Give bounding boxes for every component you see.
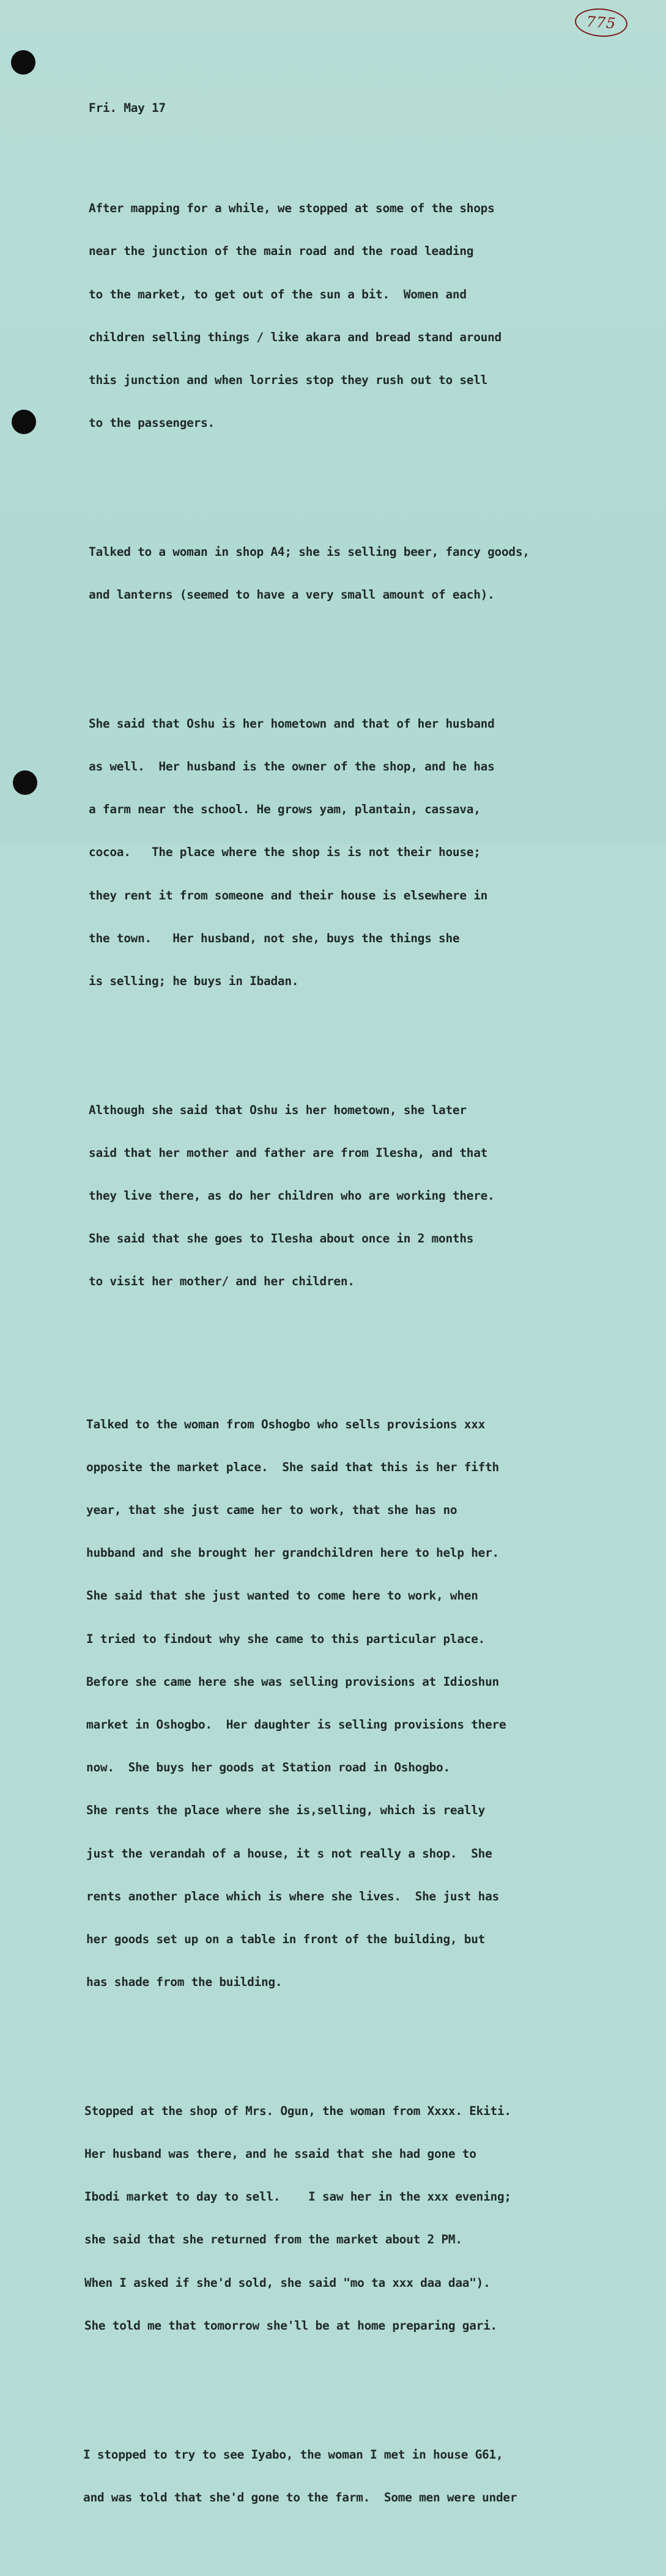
- text-line: and was told that she'd gone to the farm. Some men were under: [83, 2490, 517, 2504]
- page-number: 775: [574, 7, 629, 39]
- text-line: this junction and when lorries stop they rush out to sell: [89, 373, 488, 388]
- text-line: rents another place which is where she lives. She just has: [86, 1889, 499, 1903]
- paragraph-shop-a4: [89, 516, 651, 630]
- text-line: Talked to a woman in shop A4; she is selling beer, fancy goods,: [89, 544, 530, 559]
- text-line: She said that Oshu is her hometown and that of her husband: [89, 716, 495, 731]
- text-line: hubband and she brought her grandchildren here to help her.: [86, 1546, 499, 1560]
- text-line: opposite the market place. She said that this is her fifth: [86, 1460, 499, 1474]
- text-line: She told me that tomorrow she'll be at home preparing gari.: [84, 2318, 497, 2333]
- document-body: [83, 72, 651, 2576]
- paragraph-mrs-ogun: [84, 2075, 651, 2361]
- text-line: a farm near the school. He grows yam, plantain, cassava,: [89, 802, 481, 817]
- entry-date: Fri. May 17: [89, 100, 166, 115]
- text-line: After mapping for a while, we stopped at some of the shops: [89, 201, 495, 216]
- paragraph-iyabo: [83, 2419, 651, 2533]
- text-line: Before she came here she was selling provisions at Idioshun: [86, 1674, 499, 1689]
- text-line: cocoa. The place where the shop is is not their house;: [89, 845, 481, 860]
- text-line: I tried to findout why she came to this particular place.: [86, 1631, 486, 1646]
- text-line: When I asked if she'd sold, she said "mo ta xxx daa daa").: [84, 2275, 490, 2290]
- text-line: I stopped to try to see Iyabo, the woman I met in house G61,: [83, 2447, 503, 2462]
- text-line: and lanterns (seemed to have a very small amount of each).: [89, 588, 495, 602]
- text-line: children selling things / like akara and bread stand around: [89, 330, 501, 344]
- punch-hole-bottom: [13, 770, 37, 795]
- text-line: year, that she just came her to work, that she has no: [86, 1503, 457, 1518]
- text-line: Talked to the woman from Oshogbo who sells provisions xxx: [86, 1417, 486, 1431]
- text-line: to the passengers.: [89, 416, 215, 430]
- text-line: to the market, to get out of the sun a bit. Women and: [89, 287, 467, 301]
- text-line: is selling; he buys in Ibadan.: [89, 973, 299, 988]
- text-line: they live there, as do her children who are working there.: [89, 1188, 495, 1203]
- text-line: as well. Her husband is the owner of the shop, and he has: [89, 759, 495, 773]
- paragraph-mapping: [89, 172, 651, 459]
- text-line: just the verandah of a house, it s not really a shop. She: [86, 1846, 492, 1861]
- text-line: they rent it from someone and their house is elsewhere in: [89, 888, 488, 902]
- text-line: she said that she returned from the market about 2 PM.: [84, 2232, 462, 2247]
- text-line: She said that she goes to Ilesha about once in 2 months: [89, 1231, 474, 1246]
- punch-hole-top: [11, 50, 35, 75]
- text-line: market in Oshogbo. Her daughter is selling provisions there: [86, 1718, 506, 1732]
- paragraph-hometown: [89, 688, 651, 1017]
- text-line: to visit her mother/ and her children.: [89, 1274, 355, 1289]
- text-line: near the junction of the main road and the road leading: [89, 244, 474, 259]
- punch-hole-middle: [12, 410, 36, 434]
- text-line: said that her mother and father are from Ilesha, and that: [89, 1145, 488, 1160]
- text-line: Although she said that Oshu is her hometown, she later: [89, 1102, 467, 1117]
- text-line: has shade from the building.: [86, 1975, 283, 1990]
- text-line: Her husband was there, and he ssaid that she had gone to: [84, 2147, 476, 2161]
- text-line: now. She buys her goods at Station road in Oshogbo.: [86, 1760, 450, 1775]
- text-line: the town. Her husband, not she, buys the things she: [89, 931, 460, 945]
- text-line: She rents the place where she is,selling, which is really: [86, 1803, 486, 1818]
- paragraph-oshogbo: [86, 1389, 651, 2018]
- text-line: Ibodi market to day to sell. I saw her in the xxx evening;: [84, 2190, 511, 2204]
- text-line: She said that she just wanted to come here to work, when: [86, 1589, 478, 1603]
- paragraph-ilesha: [89, 1074, 651, 1318]
- text-line: Stopped at the shop of Mrs. Ogun, the woman from Xxxx. Ekiti.: [84, 2103, 511, 2118]
- text-line: her goods set up on a table in front of the building, but: [86, 1932, 486, 1947]
